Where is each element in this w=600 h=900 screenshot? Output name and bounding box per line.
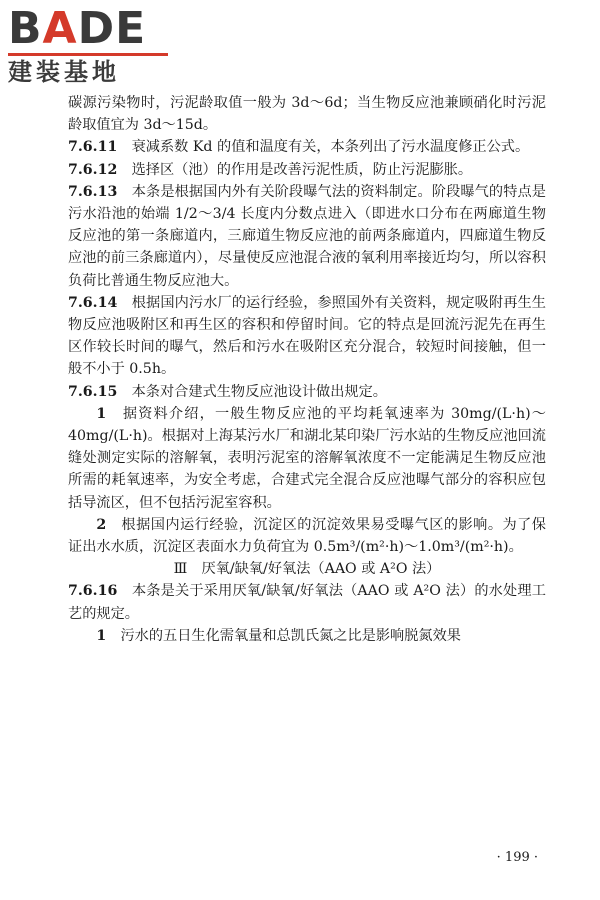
paragraph	[68, 625, 546, 647]
paragraph	[68, 514, 546, 558]
logo-subtitle: 建装基地	[8, 58, 120, 86]
clause-number: 1	[96, 627, 107, 644]
paragraph-text: 本条对合建式生物反应池设计做出规定。	[131, 383, 387, 400]
section-heading	[68, 558, 546, 580]
paragraph-text: 本条是根据国内外有关阶段曝气法的资料制定。阶段曝气的特点是污水沿池的始端 1/2～3/4 长度内分数点进入（即进水口分布在两廊道生物反应池的第一条廊道内，三廊道生物反应池的前两条廊道内，四廊道生物反应池的前三条廊道内），尽量使反应池混合液的氧利用率接近均匀，所以容积负荷比普通生物反应池大。	[68, 183, 546, 289]
clause-number: 7.6.11	[68, 139, 118, 156]
paragraph-text: 选择区（池）的作用是改善污泥性质，防止污泥膨胀。	[131, 161, 473, 178]
page-number: · 199 ·	[496, 850, 538, 865]
paragraph-text: 污水的五日生化需氧量和总凯氏氮之比是影响脱氮效果	[120, 627, 461, 644]
paragraph	[68, 292, 546, 381]
paragraph-text: 根据国内污水厂的运行经验，参照国外有关资料，规定吸附再生生物反应池吸附区和再生区的容积和停留时间。它的特点是回流污泥先在再生区作较长时间的曝气，然后和污水在吸附区充分混合，较短时间接触，但一般不小于 0.5h。	[68, 294, 546, 378]
paragraph-text: 本条是关于采用厌氧/缺氧/好氧法（AAO 或 A²O 法）的水处理工艺的规定。	[68, 583, 546, 622]
clause-number: 7.6.13	[68, 183, 118, 200]
paragraph-text: 根据国内运行经验，沉淀区的沉淀效果易受曝气区的影响。为了保证出水水质，沉淀区表面水力负荷宜为 0.5m³/(m²·h)～1.0m³/(m²·h)。	[68, 516, 546, 556]
clause-number: 7.6.16	[68, 583, 118, 600]
document-body	[68, 92, 546, 647]
clause-number: 7.6.15	[68, 383, 118, 400]
paragraph	[68, 381, 546, 403]
clause-number: 2	[96, 516, 107, 533]
paragraph	[68, 181, 546, 292]
paragraph-text: 据资料介绍，一般生物反应池的平均耗氧速率为 30mg/(L·h)～40mg/(L·h)。根据对上海某污水厂和湖北某印染厂污水站的生物反应池回流缝处测定实际的溶解氧，表明污泥室的溶解氧浓度不一定能满足生物反应池所需的耗氧速率，为安全考虑，合建式完全混合反应池曝气部分的容积应包括导流区，但不包括污泥室容积。	[68, 405, 546, 511]
logo-wordmark: BADE	[8, 3, 147, 54]
clause-number: 7.6.14	[68, 294, 118, 311]
clause-number: 7.6.12	[68, 161, 118, 178]
paragraph	[68, 159, 546, 181]
paragraph	[68, 580, 546, 624]
bade-logo	[8, 3, 178, 86]
paragraph-text: 碳源污染物时，污泥龄取值一般为 3d～6d；当生物反应池兼顾硝化时污泥龄取值宜为 3d～15d。	[68, 95, 546, 134]
paragraph	[68, 403, 546, 514]
paragraph-text: Ⅲ 厌氧/缺氧/好氧法（AAO 或 A²O 法）	[173, 561, 441, 578]
clause-number: 1	[96, 405, 107, 422]
paragraph	[68, 92, 546, 136]
paragraph	[68, 136, 546, 158]
paragraph-text: 衰减系数 Kd 的值和温度有关，本条列出了污水温度修正公式。	[131, 139, 530, 156]
